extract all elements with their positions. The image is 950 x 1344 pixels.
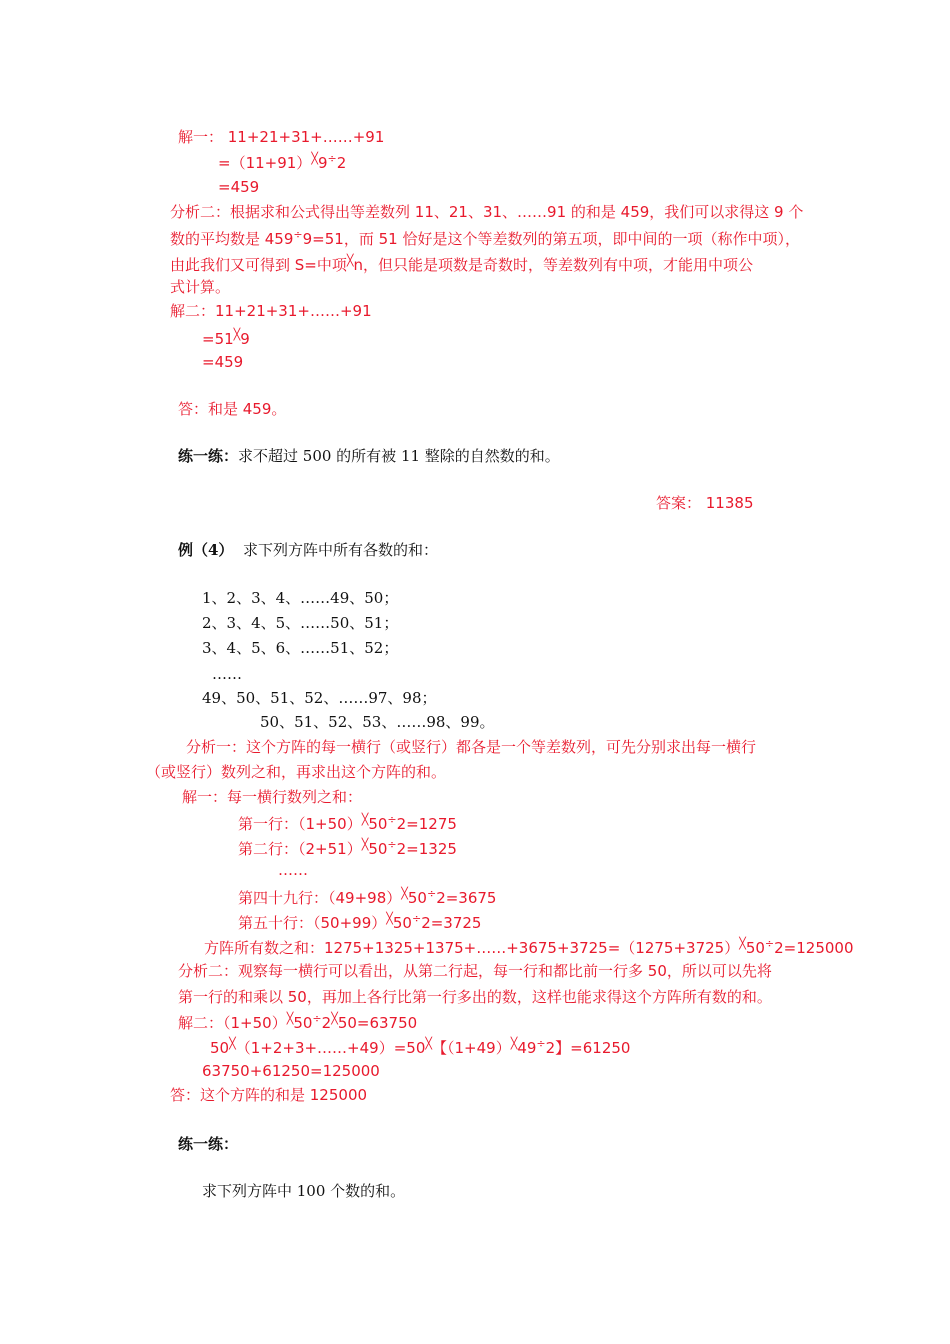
analysis-2-line-2 (170, 228, 800, 252)
times-icon: ╳ (311, 152, 318, 165)
operand: 2 (336, 154, 347, 172)
divide-icon: ÷ (411, 912, 422, 925)
operand: 50=63750 (337, 1014, 418, 1032)
times-icon: ╳ (386, 912, 393, 925)
solution-3-ellipsis: …… (278, 861, 308, 879)
operand: 50 (392, 914, 412, 932)
solution-3-row-49 (238, 887, 496, 911)
operand: 2=3675 (436, 889, 497, 907)
text-segment: 由此我们又可得到 S=中项 (170, 256, 347, 274)
analysis-3-line-2: 第一行的和乘以 50，再加上各行比第一行多出的数，这样也能求得这个方阵所有数的和。 (178, 988, 772, 1006)
divide-icon: ÷ (387, 838, 397, 851)
operand: 50 (745, 939, 765, 957)
operand: 9 (240, 330, 250, 348)
operand: 2】=61250 (545, 1039, 631, 1057)
matrix-row-2: 2、3、4、5、……50、51； (202, 614, 399, 632)
divide-icon: ÷ (387, 813, 397, 826)
solution-3-total (204, 937, 854, 961)
times-icon: ╳ (229, 1037, 236, 1050)
analysis-3-line-1: 分析二：观察每一横行可以看出，从第二行起，每一行和都比前一行多 50，所以可以先将 (178, 962, 772, 980)
divide-icon: ÷ (764, 937, 775, 950)
example-label: 例（4） (178, 541, 234, 559)
operand: 50 (368, 840, 388, 858)
expression: 【（1+49） (432, 1039, 511, 1057)
operand: 50 (368, 815, 388, 833)
expression: 方阵所有数之和：1275+1325+1375+……+3675+3725=（1275+3725） (204, 939, 740, 957)
practice-label: 练一练： (178, 447, 239, 465)
times-icon: ╳ (233, 328, 241, 341)
solution-3-row-1 (238, 813, 457, 837)
practice-1 (178, 445, 560, 467)
matrix-row-1: 1、2、3、4、……49、50； (202, 589, 399, 607)
solution-2-line-3: =459 (202, 353, 244, 371)
operand: =51 (202, 330, 234, 348)
operand: 50 (407, 889, 427, 907)
matrix-row-ellipsis: …… (212, 665, 242, 683)
solution-4-line-2 (210, 1037, 630, 1061)
times-icon: ╳ (739, 937, 746, 950)
operand: 50 (293, 1014, 313, 1032)
solution-2-line-1: 解二：11+21+31+……+91 (170, 302, 372, 320)
matrix-row-50: 50、51、52、53、……98、99。 (260, 713, 495, 731)
operand: 2 (321, 1014, 332, 1032)
text-segment: n，但只能是项数是奇数时，等差数列有中项，才能用中项公 (353, 256, 753, 274)
example-text: 求下列方阵中所有各数的和： (242, 541, 438, 559)
operand: 49 (517, 1039, 537, 1057)
solution-4-line-3: 63750+61250=125000 (202, 1062, 380, 1080)
practice-2-label: 练一练： (178, 1135, 239, 1153)
times-icon: ╳ (401, 887, 408, 900)
divide-icon: ÷ (327, 152, 337, 165)
times-icon: ╳ (425, 1037, 432, 1050)
matrix-row-3: 3、4、5、6、……51、52； (202, 639, 399, 657)
expression: 第四十九行：（49+98） (238, 889, 402, 907)
analysis-2-line-4: 式计算。 (170, 278, 231, 296)
solution-3-row-2 (238, 838, 457, 862)
practice-text: 求不超过 500 的所有被 11 整除的自然数的和。 (238, 447, 560, 465)
times-icon: ╳ (331, 1012, 338, 1025)
expression: 解二：（1+50） (178, 1014, 287, 1032)
answer-2: 答：这个方阵的和是 125000 (170, 1086, 368, 1104)
times-icon: ╳ (510, 1037, 518, 1050)
example-4 (178, 539, 438, 561)
solution-1-line-2 (218, 152, 346, 176)
divide-icon: ÷ (536, 1037, 546, 1050)
practice-2-text: 求下列方阵中 100 个数的和。 (202, 1182, 406, 1200)
expression: 第五十行：（50+99） (238, 914, 387, 932)
expression: =（11+91） (218, 154, 312, 172)
solution-1-line-1: 解一： 11+21+31+……+91 (178, 128, 385, 146)
answer-key: 答案： 11385 (656, 494, 754, 512)
operand: 50 (210, 1039, 230, 1057)
analysis-2-line-3 (170, 254, 753, 278)
analysis-1-line-2: （或竖行）数列之和，再求出这个方阵的和。 (146, 763, 447, 781)
divide-icon: ÷ (293, 228, 303, 241)
divide-icon: ÷ (312, 1012, 322, 1025)
expression: （1+2+3+……+49）=50 (235, 1039, 426, 1057)
solution-2-line-2 (202, 328, 250, 352)
text-segment: 9=51，而 51 恰好是这个等差数列的第五项，即中间的一项（称作中项）， (302, 230, 800, 248)
solution-3-heading: 解一：每一横行数列之和： (182, 788, 363, 806)
analysis-1-line-1: 分析一：这个方阵的每一横行（或竖行）都各是一个等差数列，可先分别求出每一横行 (186, 738, 757, 756)
solution-3-row-50 (238, 912, 481, 936)
answer-1: 答：和是 459。 (178, 400, 287, 418)
solution-4-line-1 (178, 1012, 417, 1036)
times-icon: ╳ (361, 838, 369, 851)
operand: 2=1325 (396, 840, 457, 858)
analysis-2-line-1: 分析二：根据求和公式得出等差数列 11、21、31、……91 的和是 459，我们可以求得这 9 个 (170, 203, 804, 221)
matrix-row-49: 49、50、51、52、……97、98； (202, 689, 437, 707)
operand: 2=1275 (396, 815, 457, 833)
divide-icon: ÷ (426, 887, 437, 900)
times-icon: ╳ (361, 813, 369, 826)
times-icon: ╳ (286, 1012, 294, 1025)
solution-1-line-3: =459 (218, 178, 260, 196)
operand: 2=3725 (421, 914, 482, 932)
times-icon: ╳ (346, 254, 354, 267)
text-segment: 数的平均数是 459 (170, 230, 294, 248)
expression: 第二行：（2+51） (238, 840, 362, 858)
expression: 第一行：（1+50） (238, 815, 362, 833)
operand: 2=125000 (774, 939, 854, 957)
operand: 9 (317, 154, 328, 172)
